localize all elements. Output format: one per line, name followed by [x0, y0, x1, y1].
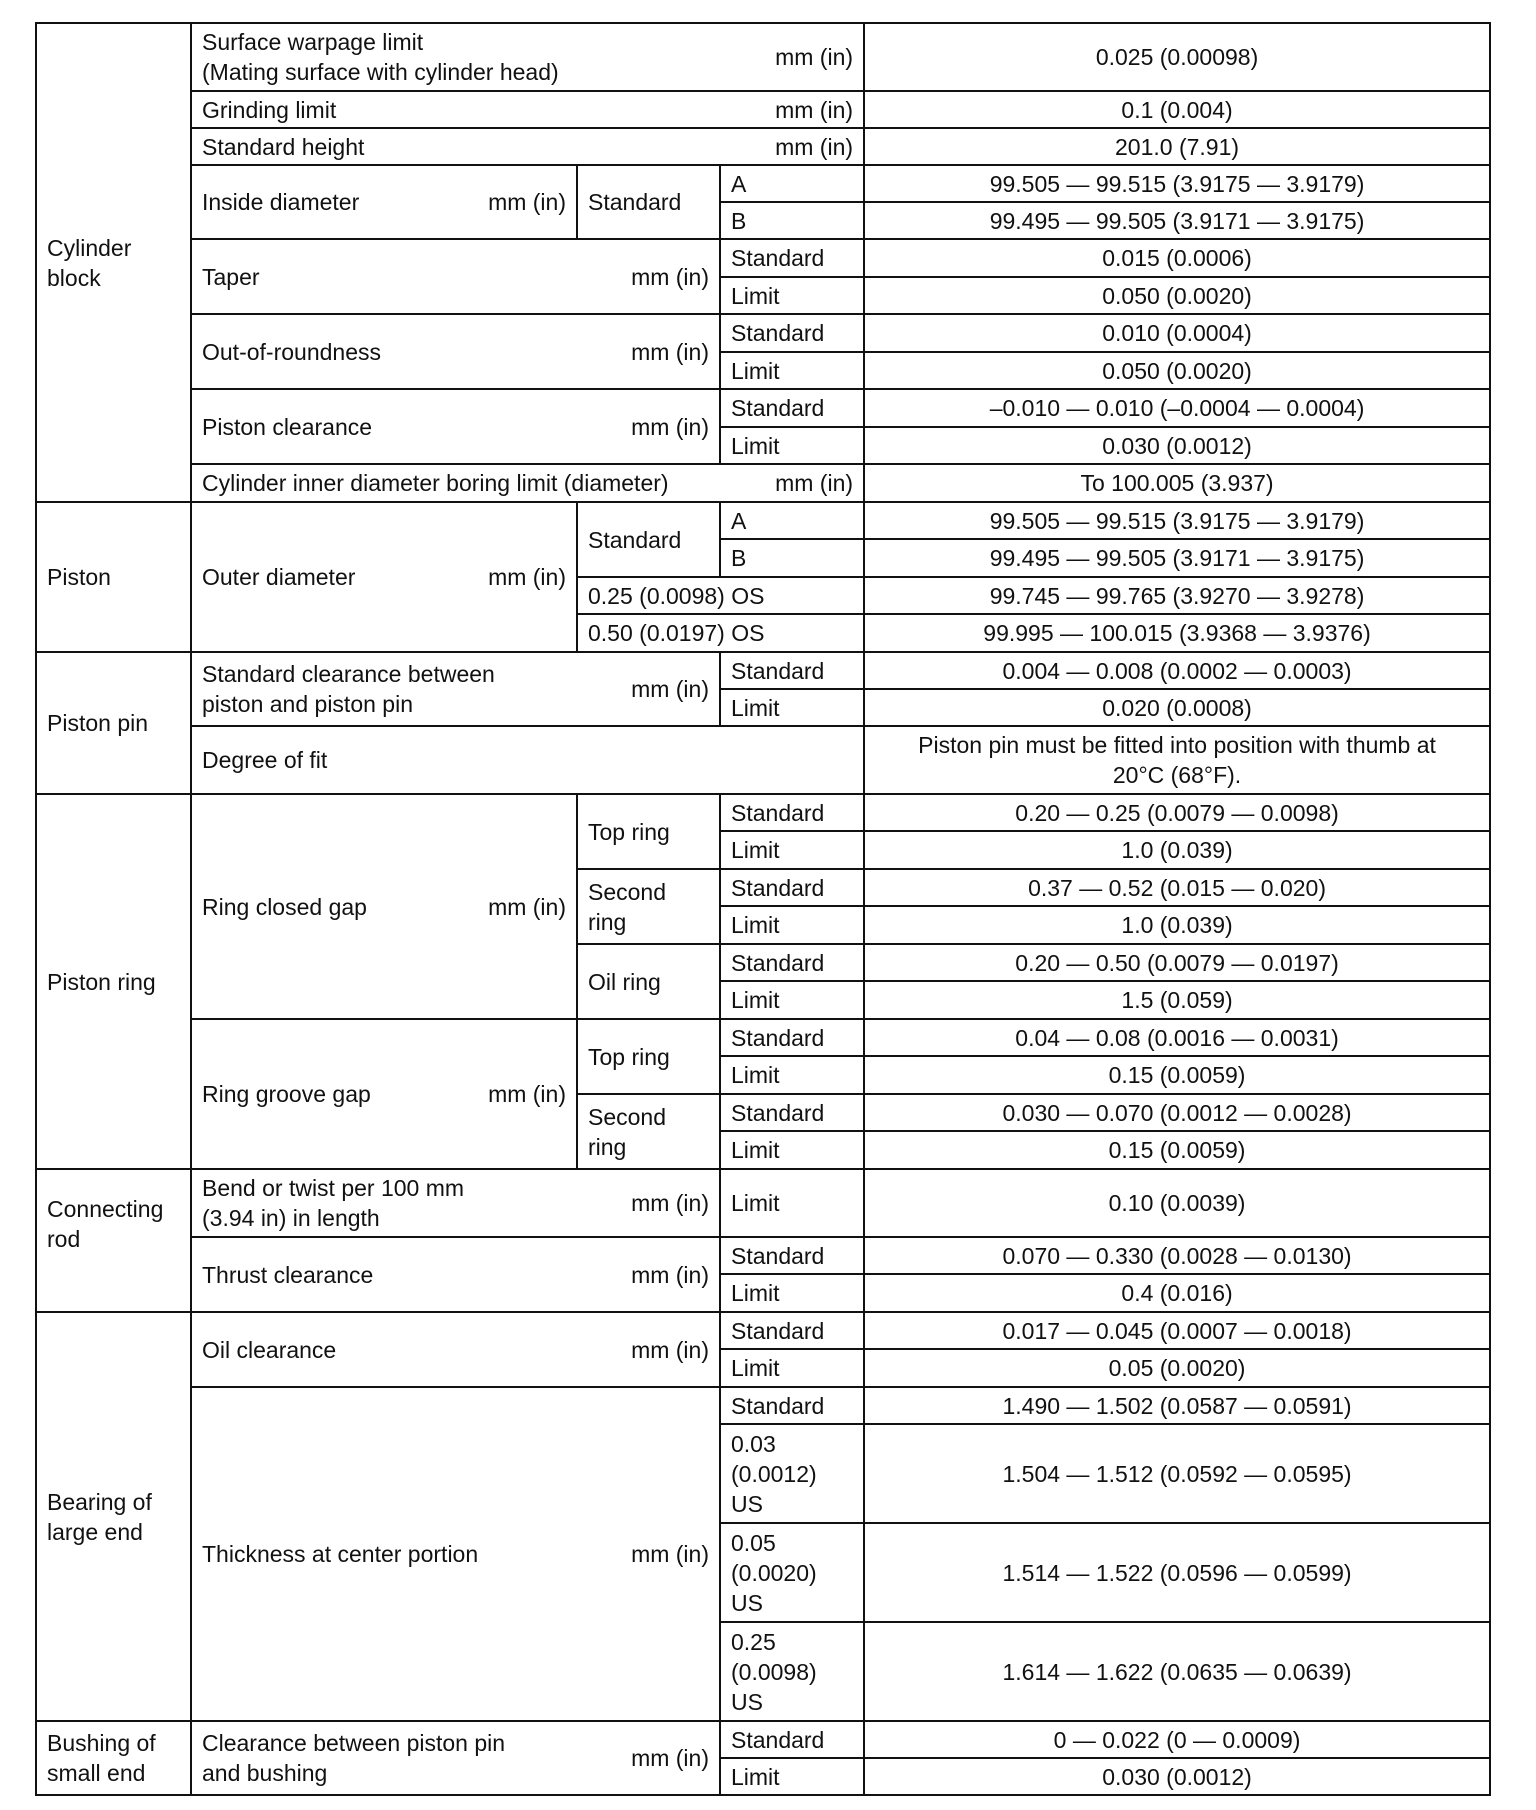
undersize-line: US [731, 1688, 763, 1715]
value-cell: 0.04 — 0.08 (0.0016 — 0.0031) [864, 1019, 1490, 1056]
standard-label: Standard [720, 1019, 864, 1056]
table-row [36, 1312, 1490, 1349]
value-cell: 0.017 — 0.045 (0.0007 — 0.0018) [864, 1312, 1490, 1349]
ring-label: Second [588, 1103, 667, 1130]
item-out-of-roundness [191, 314, 720, 389]
standard-label: Standard [720, 944, 864, 981]
standard-label: Standard [720, 389, 864, 427]
item-label: Grinding limit [202, 96, 337, 123]
item-label: Bend or twist per 100 mm [202, 1175, 465, 1201]
ring-second [577, 869, 720, 944]
value-cell: 0.15 (0.0059) [864, 1131, 1490, 1169]
value-cell: 0.030 — 0.070 (0.0012 — 0.0028) [864, 1094, 1490, 1131]
group-piston-ring: Piston ring [36, 794, 191, 1169]
standard-label: Standard [720, 314, 864, 352]
item-outer-diameter [191, 502, 577, 652]
standard-label: Standard [720, 794, 864, 831]
limit-label: Limit [720, 1349, 864, 1387]
unit-label: mm (in) [631, 338, 709, 365]
limit-label: Limit [720, 1274, 864, 1312]
value-cell: 99.495 — 99.505 (3.9171 — 3.9175) [864, 202, 1490, 239]
item-label: Taper [202, 263, 260, 290]
group-label: Connecting [47, 1196, 164, 1222]
value-cell: 0.004 — 0.008 (0.0002 — 0.0003) [864, 652, 1490, 689]
limit-label: Limit [720, 831, 864, 869]
value-cell: 0.37 — 0.52 (0.015 — 0.020) [864, 869, 1490, 906]
value-cell: 0.4 (0.016) [864, 1274, 1490, 1312]
undersize-line: US [731, 1589, 763, 1616]
table-row [36, 239, 1490, 277]
value-cell: 0.050 (0.0020) [864, 352, 1490, 389]
ring-oil: Oil ring [577, 944, 720, 1019]
value-cell: 99.995 — 100.015 (3.9368 — 3.9376) [864, 614, 1490, 652]
unit-label: mm (in) [631, 1745, 709, 1771]
item-label: Outer diameter [202, 564, 356, 590]
item-bend-twist [191, 1169, 720, 1237]
table-row [36, 794, 1490, 831]
item-label: Ring groove gap [202, 1081, 371, 1107]
item-thrust-clearance [191, 1237, 720, 1312]
value-cell: 99.495 — 99.505 (3.9171 — 3.9175) [864, 539, 1490, 577]
item-thickness-center [191, 1387, 720, 1721]
unit-label: mm (in) [631, 1261, 709, 1288]
table-row [36, 1721, 1490, 1758]
item-oil-clearance [191, 1312, 720, 1387]
item-label: Ring closed gap [202, 893, 367, 920]
item-label: Oil clearance [202, 1336, 337, 1363]
value-cell: 1.614 — 1.622 (0.0635 — 0.0639) [864, 1622, 1490, 1721]
item-label: (Mating surface with cylinder head) [202, 59, 559, 85]
item-label: Cylinder inner diameter boring limit (diameter) [202, 470, 669, 496]
table-row [36, 1169, 1490, 1237]
undersize-label [720, 1622, 864, 1721]
unit-label: mm (in) [631, 676, 709, 702]
item-surface-warpage [191, 23, 864, 91]
value-cell: 0.015 (0.0006) [864, 239, 1490, 277]
standard-label: Standard [720, 652, 864, 689]
value-cell: To 100.005 (3.937) [864, 464, 1490, 502]
undersize-label [720, 1523, 864, 1622]
value-cell: 1.490 — 1.502 (0.0587 — 0.0591) [864, 1387, 1490, 1424]
group-label: Bushing of [47, 1730, 156, 1756]
value-cell: 0.1 (0.004) [864, 91, 1490, 128]
item-bushing-clearance [191, 1721, 720, 1795]
value-cell: 0.10 (0.0039) [864, 1169, 1490, 1237]
table-row [36, 1019, 1490, 1056]
table-row [36, 165, 1490, 202]
ring-second [577, 1094, 720, 1169]
group-label: small end [47, 1760, 146, 1786]
item-label: Out-of-roundness [202, 338, 381, 365]
table-row [36, 23, 1490, 91]
limit-label: Limit [720, 981, 864, 1019]
value-cell: 1.5 (0.059) [864, 981, 1490, 1019]
value-cell: 0.020 (0.0008) [864, 689, 1490, 726]
item-label: piston and piston pin [202, 691, 413, 717]
standard-label: Standard [720, 1312, 864, 1349]
group-piston: Piston [36, 502, 191, 652]
undersize-line: (0.0020) [731, 1559, 817, 1586]
group-bearing-large-end [36, 1312, 191, 1721]
table-row [36, 1237, 1490, 1274]
limit-label: Limit [720, 906, 864, 944]
unit-label: mm (in) [631, 1190, 709, 1216]
unit-label: mm (in) [631, 1541, 709, 1567]
item-label: (3.94 in) in length [202, 1205, 380, 1231]
item-pin-clearance [191, 652, 720, 726]
ring-label: ring [588, 1133, 627, 1160]
group-bushing-small-end [36, 1721, 191, 1795]
standard-label: Standard [720, 869, 864, 906]
unit-label: mm (in) [488, 893, 566, 920]
ring-top: Top ring [577, 1019, 720, 1094]
oversize-label: 0.25 (0.0098) OS [577, 577, 864, 614]
value-cell: 0.070 — 0.330 (0.0028 — 0.0130) [864, 1237, 1490, 1274]
group-piston-pin: Piston pin [36, 652, 191, 794]
ring-label: Second [588, 878, 667, 905]
item-ring-closed-gap [191, 794, 577, 1019]
standard-label: Standard [720, 1387, 864, 1424]
limit-label: Limit [720, 1169, 864, 1237]
value-cell: 1.514 — 1.522 (0.0596 — 0.0599) [864, 1523, 1490, 1622]
item-label: Standard clearance between [202, 661, 495, 687]
value-cell [864, 726, 1490, 794]
value-cell: 0 — 0.022 (0 — 0.0009) [864, 1721, 1490, 1758]
value-cell: 0.030 (0.0012) [864, 1758, 1490, 1795]
item-label: Clearance between piston pin [202, 1730, 506, 1756]
value-cell: 1.0 (0.039) [864, 906, 1490, 944]
table-row [36, 502, 1490, 539]
grade-a: A [720, 502, 864, 539]
limit-label: Limit [720, 1131, 864, 1169]
standard-label: Standard [720, 1094, 864, 1131]
item-grinding-limit [191, 91, 864, 128]
item-taper [191, 239, 720, 314]
item-label: and bushing [202, 1760, 328, 1786]
item-label: Surface warpage limit [202, 29, 424, 55]
item-inside-diameter [191, 165, 577, 239]
value-line: 20°C (68°F). [1112, 762, 1242, 788]
value-cell: 99.745 — 99.765 (3.9270 — 3.9278) [864, 577, 1490, 614]
value-cell: 99.505 — 99.515 (3.9175 — 3.9179) [864, 502, 1490, 539]
value-cell: 0.20 — 0.25 (0.0079 — 0.0098) [864, 794, 1490, 831]
standard-label: Standard [720, 1237, 864, 1274]
specifications-table [35, 22, 1491, 1796]
unit-label: mm (in) [488, 564, 566, 590]
value-cell: 201.0 (7.91) [864, 128, 1490, 165]
unit-label: mm (in) [775, 44, 854, 70]
grade-b: B [720, 539, 864, 577]
table-row [36, 652, 1490, 689]
value-cell: 1.504 — 1.512 (0.0592 — 0.0595) [864, 1424, 1490, 1523]
ring-top: Top ring [577, 794, 720, 869]
item-ring-groove-gap [191, 1019, 577, 1169]
group-cylinder-block: Cylinder block [36, 23, 191, 502]
standard-label: Standard [720, 239, 864, 277]
sub-standard: Standard [577, 502, 720, 577]
ring-label: ring [588, 908, 627, 935]
unit-label: mm (in) [631, 413, 709, 440]
unit-label: mm (in) [488, 1081, 566, 1107]
group-label: rod [47, 1226, 81, 1252]
undersize-line: (0.0098) [731, 1658, 817, 1685]
unit-label: mm (in) [631, 263, 709, 290]
unit-label: mm (in) [488, 189, 566, 215]
item-label: Piston clearance [202, 413, 373, 440]
item-label: Standard height [202, 133, 365, 160]
value-cell: 0.025 (0.00098) [864, 23, 1490, 91]
limit-label: Limit [720, 1056, 864, 1094]
undersize-line: 0.03 [731, 1430, 776, 1457]
table-row [36, 726, 1490, 794]
undersize-line: 0.25 [731, 1628, 776, 1655]
oversize-label: 0.50 (0.0197) OS [577, 614, 864, 652]
undersize-line: (0.0012) [731, 1460, 817, 1487]
table-row [36, 128, 1490, 165]
group-label: Bearing of [47, 1488, 152, 1515]
grade-a: A [720, 165, 864, 202]
limit-label: Limit [720, 277, 864, 314]
unit-label: mm (in) [631, 1336, 709, 1363]
undersize-label [720, 1424, 864, 1523]
table-row [36, 464, 1490, 502]
item-degree-of-fit: Degree of fit [191, 726, 864, 794]
limit-label: Limit [720, 427, 864, 464]
value-cell: 99.505 — 99.515 (3.9175 — 3.9179) [864, 165, 1490, 202]
value-cell: 0.05 (0.0020) [864, 1349, 1490, 1387]
value-line: Piston pin must be fitted into position with thumb at [918, 732, 1436, 758]
limit-label: Limit [720, 1758, 864, 1795]
standard-label: Standard [720, 1721, 864, 1758]
value-cell: 1.0 (0.039) [864, 831, 1490, 869]
grade-b: B [720, 202, 864, 239]
unit-label: mm (in) [775, 133, 854, 160]
value-cell: 0.050 (0.0020) [864, 277, 1490, 314]
value-cell: 0.010 (0.0004) [864, 314, 1490, 352]
item-label: Thickness at center portion [202, 1541, 479, 1567]
limit-label: Limit [720, 352, 864, 389]
undersize-line: 0.05 [731, 1529, 776, 1556]
value-cell: 0.20 — 0.50 (0.0079 — 0.0197) [864, 944, 1490, 981]
group-connecting-rod [36, 1169, 191, 1312]
value-cell: 0.15 (0.0059) [864, 1056, 1490, 1094]
table-row [36, 1387, 1490, 1424]
sub-standard: Standard [577, 165, 720, 239]
group-label: large end [47, 1518, 143, 1545]
item-standard-height [191, 128, 864, 165]
table-row [36, 91, 1490, 128]
undersize-line: US [731, 1490, 763, 1517]
value-cell: 0.030 (0.0012) [864, 427, 1490, 464]
limit-label: Limit [720, 689, 864, 726]
table-row [36, 314, 1490, 352]
value-cell: –0.010 — 0.010 (–0.0004 — 0.0004) [864, 389, 1490, 427]
item-boring-limit [191, 464, 864, 502]
item-piston-clearance [191, 389, 720, 464]
table-row [36, 389, 1490, 427]
item-label: Thrust clearance [202, 1261, 374, 1288]
unit-label: mm (in) [775, 96, 854, 123]
unit-label: mm (in) [775, 470, 854, 496]
item-label: Inside diameter [202, 189, 360, 215]
